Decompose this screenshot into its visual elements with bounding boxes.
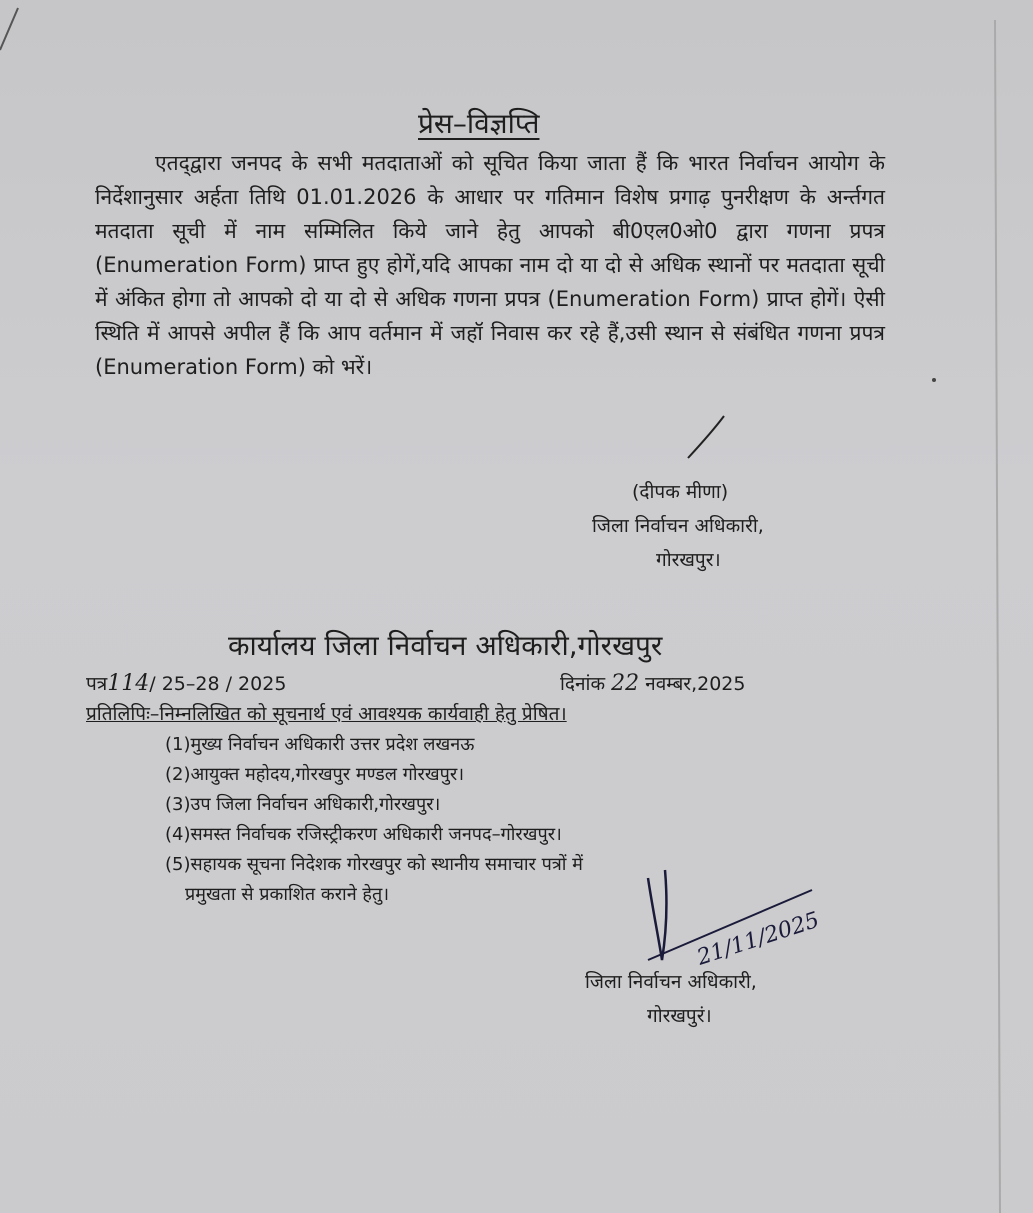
stray-dot — [932, 378, 936, 382]
copy-to-item-continuation: प्रमुखता से प्रकाशित कराने हेतु। — [185, 884, 390, 905]
date-prefix: दिनांक — [560, 673, 606, 695]
signatory-name: (दीपक मीणा) — [632, 481, 729, 503]
copy-to-item: (4)समस्त निर्वाचक रजिस्ट्रीकरण अधिकारी जनपद–गोरखपुर। — [165, 824, 562, 845]
closing-handwritten-date: 21/11/2025 — [694, 907, 823, 971]
page-edge-shadow — [995, 20, 1000, 1213]
date-handwritten: 22 — [611, 671, 640, 696]
closing-signature — [648, 870, 666, 960]
copy-to-label: प्रतिलिपिः–निम्नलिखित को सूचनार्थ एवं आवश्यक कार्यवाही हेतु प्रेषित। — [86, 703, 567, 725]
letter-number — [86, 670, 286, 696]
copy-to-item: (2)आयुक्त महोदय,गोरखपुर मण्डल गोरखपुर। — [165, 764, 465, 785]
signature-stroke — [688, 416, 724, 458]
closing-place: गोरखपुरं। — [647, 1005, 712, 1027]
copy-to-item: (5)सहायक सूचना निदेशक गोरखपुर को स्थानीय समाचार पत्रों में — [165, 854, 583, 875]
copy-to-item: (1)मुख्य निर्वाचन अधिकारी उत्तर प्रदेश लखनऊ — [165, 734, 475, 755]
signatory-designation: जिला निर्वाचन अधिकारी, — [592, 515, 764, 537]
letter-suffix: / 25–28 / 2025 — [149, 673, 287, 695]
signatory-block — [570, 475, 850, 577]
office-heading: कार्यालय जिला निर्वाचन अधिकारी,गोरखपुर — [228, 629, 663, 662]
date-suffix: नवम्बर,2025 — [645, 673, 746, 695]
letter-number-handwritten: 114 — [107, 671, 150, 696]
signatory-place: गोरखपुर। — [656, 549, 721, 571]
closing-designation: जिला निर्वाचन अधिकारी, — [585, 971, 757, 993]
letter-prefix: पत्र — [86, 673, 108, 695]
copy-to-list — [165, 730, 583, 910]
letter-date — [560, 670, 745, 696]
copy-to-item: (3)उप जिला निर्वाचन अधिकारी,गोरखपुर। — [165, 794, 441, 815]
notice-paragraph: एतद्‌द्वारा जनपद के सभी मतदाताओं को सूचित किया जाता हैं कि भारत निर्वाचन आयोग के निर्देशानुसार अर्हता तिथि 01.01.2026 के आधार पर गतिमान विशेष प्रगाढ़ पुनरीक्षण के अर्न्तगत मतदाता सूची में नाम सम्मिलित किये जाने हेतु आपको बी0एल0ओ0 द्वारा गणना प्रपत्र (Enumeration Form) प्राप्त हुए होगें,यदि आपका नाम दो या दो से अधिक स्थानों पर मतदाता सूची में अंकित होगा तो आपको दो या दो से अधिक गणना प्रपत्र (Enumeration Form) प्राप्त होगें। ऐसी स्थिति में आपसे अपील हैं कि आप वर्तमान में जहॉ निवास कर रहे हैं,उसी स्थान से संबंधित गणना प्रपत्र (Enumeration Form) को भरें। — [95, 151, 885, 379]
notice-title: प्रेस–विज्ञप्ति — [418, 107, 540, 140]
closing-block — [585, 965, 825, 1033]
corner-mark — [0, 8, 18, 50]
